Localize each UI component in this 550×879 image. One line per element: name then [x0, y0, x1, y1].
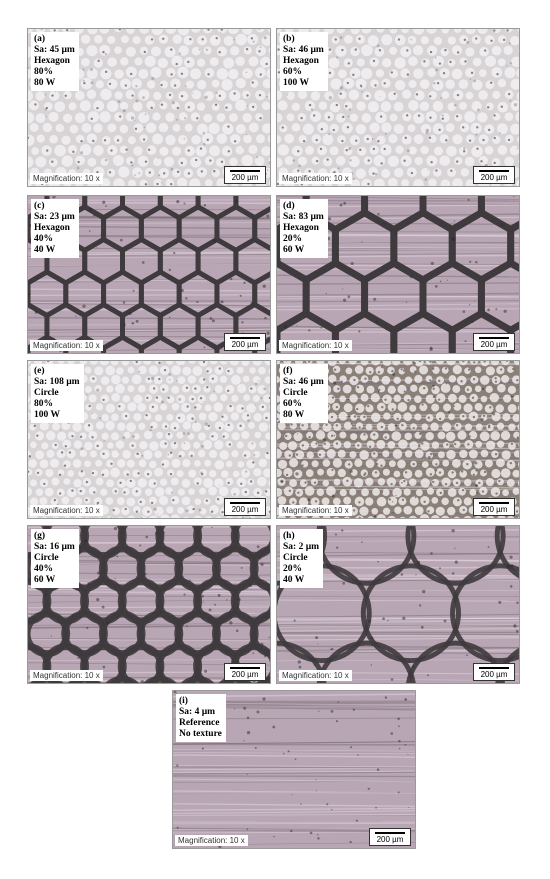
- scale-bar: [224, 333, 266, 351]
- magnification-label: Magnification: 10 x: [30, 670, 103, 681]
- panel-caption-line: 60 W: [34, 575, 56, 585]
- panel-caption-line: 80 W: [283, 410, 305, 420]
- micrograph-panel-f: [276, 360, 520, 519]
- panel-caption-line: Sa: 45 µm: [34, 45, 75, 55]
- scale-bar-line: [230, 170, 260, 172]
- panel-caption-line: Sa: 46 µm: [283, 377, 324, 387]
- panel-letter: (d): [283, 201, 295, 211]
- panel-caption-line: 80%: [34, 67, 53, 77]
- scale-bar-label: 200 µm: [231, 173, 259, 182]
- panel-caption-line: Hexagon: [34, 56, 70, 66]
- panel-caption-line: 40 W: [34, 245, 56, 255]
- scale-bar: [473, 333, 515, 351]
- panel-caption: [280, 364, 328, 423]
- scale-bar: [473, 166, 515, 184]
- panel-caption-line: 40%: [34, 564, 53, 574]
- magnification-label: Magnification: 10 x: [279, 173, 352, 184]
- scale-bar-line: [230, 337, 260, 339]
- scale-bar: [473, 498, 515, 516]
- scale-bar-line: [375, 832, 405, 834]
- scale-bar-label: 200 µm: [231, 340, 259, 349]
- panel-caption: [176, 694, 226, 742]
- panel-caption-line: Sa: 108 µm: [34, 377, 80, 387]
- scale-bar-label: 200 µm: [480, 173, 508, 182]
- scale-bar-line: [230, 667, 260, 669]
- panel-caption-line: Circle: [283, 553, 308, 563]
- panel-caption-line: 20%: [283, 564, 302, 574]
- scale-bar-line: [479, 170, 509, 172]
- panel-caption-line: 60%: [283, 399, 302, 409]
- panel-caption-line: Sa: 2 µm: [283, 542, 320, 552]
- panel-caption-line: 40 W: [283, 575, 305, 585]
- scale-bar-label: 200 µm: [376, 835, 404, 844]
- micrograph-panel-g: [27, 525, 271, 684]
- micrograph-panel-d: [276, 195, 520, 354]
- scale-bar-label: 200 µm: [480, 670, 508, 679]
- panel-letter: (b): [283, 34, 295, 44]
- panel-caption: [280, 199, 328, 258]
- panel-caption-line: 60 W: [283, 245, 305, 255]
- panel-caption: [31, 32, 79, 91]
- panel-letter: (c): [34, 201, 45, 211]
- magnification-label: Magnification: 10 x: [30, 173, 103, 184]
- scale-bar: [224, 663, 266, 681]
- panel-letter: (i): [179, 696, 188, 706]
- panel-caption-line: Sa: 23 µm: [34, 212, 75, 222]
- panel-caption-line: Circle: [34, 553, 59, 563]
- panel-caption-line: Circle: [283, 388, 308, 398]
- panel-caption-line: Reference: [179, 718, 220, 728]
- panel-letter: (g): [34, 531, 46, 541]
- scale-bar-label: 200 µm: [480, 505, 508, 514]
- panel-caption-line: No texture: [179, 729, 222, 739]
- scale-bar-label: 200 µm: [231, 505, 259, 514]
- panel-caption-line: 80 W: [34, 78, 56, 88]
- panel-caption: [31, 529, 79, 588]
- panel-caption-line: 60%: [283, 67, 302, 77]
- micrograph-panel-e: [27, 360, 271, 519]
- panel-caption-line: 20%: [283, 234, 302, 244]
- panel-caption-line: Sa: 46 µm: [283, 45, 324, 55]
- scale-bar-line: [230, 502, 260, 504]
- panel-caption: [31, 364, 84, 423]
- panel-letter: (f): [283, 366, 293, 376]
- panel-caption-line: 100 W: [283, 78, 309, 88]
- micrograph-panel-c: [27, 195, 271, 354]
- scale-bar-label: 200 µm: [480, 340, 508, 349]
- panel-caption-line: 40%: [34, 234, 53, 244]
- panel-caption-line: Sa: 83 µm: [283, 212, 324, 222]
- magnification-label: Magnification: 10 x: [30, 340, 103, 351]
- micrograph-panel-i: [172, 690, 416, 849]
- scale-bar-line: [479, 502, 509, 504]
- panel-caption-line: Circle: [34, 388, 59, 398]
- panel-letter: (a): [34, 34, 46, 44]
- panel-caption-line: Sa: 16 µm: [34, 542, 75, 552]
- scale-bar: [224, 498, 266, 516]
- panel-caption-line: 100 W: [34, 410, 60, 420]
- panel-caption: [280, 529, 323, 588]
- scale-bar: [224, 166, 266, 184]
- panel-letter: (h): [283, 531, 295, 541]
- micrograph-panel-a: [27, 28, 271, 187]
- magnification-label: Magnification: 10 x: [175, 835, 248, 846]
- magnification-label: Magnification: 10 x: [30, 505, 103, 516]
- panel-caption-line: 80%: [34, 399, 53, 409]
- scale-bar: [369, 828, 411, 846]
- scale-bar: [473, 663, 515, 681]
- scale-bar-label: 200 µm: [231, 670, 259, 679]
- panel-caption-line: Hexagon: [34, 223, 70, 233]
- panel-caption: [31, 199, 79, 258]
- magnification-label: Magnification: 10 x: [279, 340, 352, 351]
- panel-caption-line: Hexagon: [283, 56, 319, 66]
- magnification-label: Magnification: 10 x: [279, 505, 352, 516]
- micrograph-panel-h: [276, 525, 520, 684]
- scale-bar-line: [479, 337, 509, 339]
- panel-caption: [280, 32, 328, 91]
- scale-bar-line: [479, 667, 509, 669]
- panel-letter: (e): [34, 366, 45, 376]
- panel-caption-line: Sa: 4 µm: [179, 707, 216, 717]
- panel-caption-line: Hexagon: [283, 223, 319, 233]
- magnification-label: Magnification: 10 x: [279, 670, 352, 681]
- micrograph-panel-b: [276, 28, 520, 187]
